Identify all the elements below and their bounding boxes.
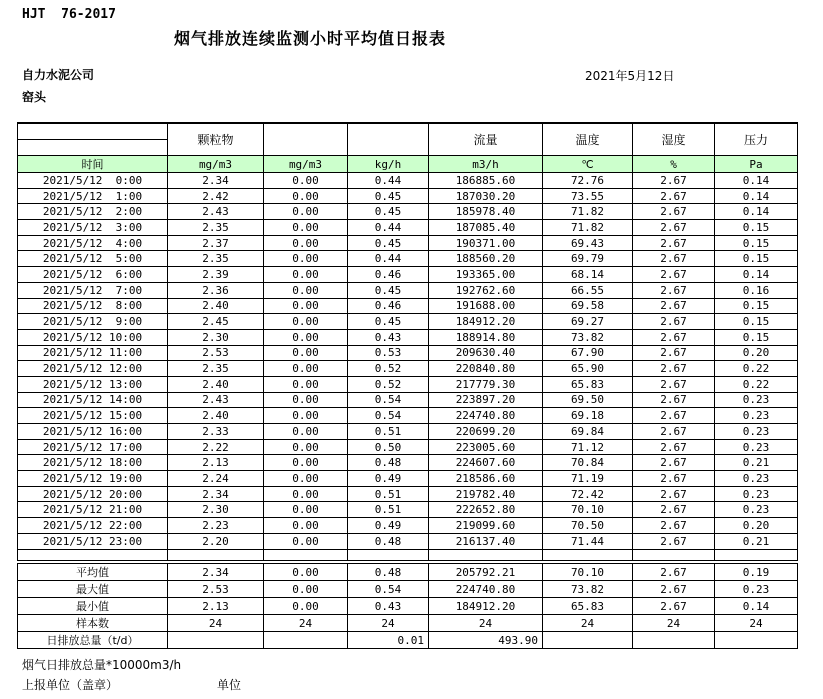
summary-value-cell: 2.67 xyxy=(633,581,715,598)
value-cell: 0.22 xyxy=(715,361,798,377)
summary-value-cell xyxy=(543,632,633,649)
col-header-blank-1 xyxy=(264,123,348,156)
value-cell: 0.15 xyxy=(715,314,798,330)
time-cell: 2021/5/12 5:00 xyxy=(18,251,168,267)
value-cell: 2.67 xyxy=(633,314,715,330)
summary-row xyxy=(18,564,798,581)
value-cell: 0.23 xyxy=(715,471,798,487)
standard-code-label: HJT 76-2017 xyxy=(22,7,116,22)
value-cell: 0.48 xyxy=(348,455,429,471)
value-cell: 2.67 xyxy=(633,298,715,314)
value-cell: 2.33 xyxy=(168,424,264,440)
table-row xyxy=(18,282,798,298)
time-cell: 2021/5/12 6:00 xyxy=(18,267,168,283)
value-cell: 218586.60 xyxy=(429,471,543,487)
value-cell: 69.50 xyxy=(543,392,633,408)
value-cell: 0.00 xyxy=(264,518,348,534)
value-cell: 2.20 xyxy=(168,533,264,549)
value-cell: 70.84 xyxy=(543,455,633,471)
unit-percent: % xyxy=(633,156,715,173)
table-row xyxy=(18,376,798,392)
value-cell: 193365.00 xyxy=(429,267,543,283)
value-cell: 0.00 xyxy=(264,361,348,377)
value-cell: 69.27 xyxy=(543,314,633,330)
value-cell: 69.58 xyxy=(543,298,633,314)
value-cell: 73.55 xyxy=(543,188,633,204)
table-row xyxy=(18,486,798,502)
summary-label: 最小值 xyxy=(18,598,168,615)
value-cell: 0.23 xyxy=(715,424,798,440)
summary-value-cell: 2.13 xyxy=(168,598,264,615)
table-row xyxy=(18,361,798,377)
value-cell: 2.22 xyxy=(168,439,264,455)
value-cell: 70.50 xyxy=(543,518,633,534)
value-cell: 68.14 xyxy=(543,267,633,283)
time-cell: 2021/5/12 0:00 xyxy=(18,173,168,189)
value-cell: 0.49 xyxy=(348,518,429,534)
value-cell: 73.82 xyxy=(543,329,633,345)
corner-cell-top xyxy=(18,123,168,140)
value-cell: 0.00 xyxy=(264,455,348,471)
summary-value-cell: 0.01 xyxy=(348,632,429,649)
summary-value-cell: 0.14 xyxy=(715,598,798,615)
value-cell: 2.67 xyxy=(633,251,715,267)
table-row xyxy=(18,424,798,440)
value-cell: 0.54 xyxy=(348,408,429,424)
summary-value-cell: 0.23 xyxy=(715,581,798,598)
table-row xyxy=(18,298,798,314)
summary-value-cell: 0.54 xyxy=(348,581,429,598)
unit-kg-h: kg/h xyxy=(348,156,429,173)
summary-value-cell: 24 xyxy=(264,615,348,632)
value-cell: 0.00 xyxy=(264,424,348,440)
value-cell: 0.52 xyxy=(348,376,429,392)
value-cell: 2.67 xyxy=(633,518,715,534)
value-cell: 0.00 xyxy=(264,188,348,204)
value-cell: 219099.60 xyxy=(429,518,543,534)
time-cell: 2021/5/12 11:00 xyxy=(18,345,168,361)
value-cell: 222652.80 xyxy=(429,502,543,518)
main-table xyxy=(17,122,798,561)
value-cell: 2.45 xyxy=(168,314,264,330)
time-cell: 2021/5/12 22:00 xyxy=(18,518,168,534)
footer-line xyxy=(22,676,782,693)
blank-row xyxy=(18,549,798,560)
value-cell: 0.15 xyxy=(715,251,798,267)
value-cell: 2.40 xyxy=(168,298,264,314)
summary-value-cell: 493.90 xyxy=(429,632,543,649)
value-cell: 0.00 xyxy=(264,220,348,236)
time-cell: 2021/5/12 1:00 xyxy=(18,188,168,204)
value-cell: 0.44 xyxy=(348,251,429,267)
value-cell: 188560.20 xyxy=(429,251,543,267)
table-row xyxy=(18,204,798,220)
time-cell: 2021/5/12 8:00 xyxy=(18,298,168,314)
value-cell: 209630.40 xyxy=(429,345,543,361)
table-row xyxy=(18,235,798,251)
value-cell: 0.22 xyxy=(715,376,798,392)
table-row xyxy=(18,439,798,455)
table-row xyxy=(18,455,798,471)
time-cell: 2021/5/12 18:00 xyxy=(18,455,168,471)
value-cell: 2.67 xyxy=(633,392,715,408)
value-cell: 2.67 xyxy=(633,533,715,549)
value-cell: 71.12 xyxy=(543,439,633,455)
value-cell: 0.23 xyxy=(715,439,798,455)
value-cell: 0.44 xyxy=(348,173,429,189)
value-cell: 0.00 xyxy=(264,376,348,392)
value-cell: 2.23 xyxy=(168,518,264,534)
value-cell: 0.15 xyxy=(715,220,798,236)
summary-value-cell: 24 xyxy=(715,615,798,632)
summary-row xyxy=(18,581,798,598)
value-cell: 223005.60 xyxy=(429,439,543,455)
value-cell: 0.00 xyxy=(264,486,348,502)
reporting-unit-seal-label: 上报单位（盖章） xyxy=(22,678,119,692)
value-cell: 185978.40 xyxy=(429,204,543,220)
summary-value-cell: 2.67 xyxy=(633,564,715,581)
table-row xyxy=(18,329,798,345)
value-cell: 2.67 xyxy=(633,471,715,487)
summary-value-cell xyxy=(633,632,715,649)
value-cell: 2.53 xyxy=(168,345,264,361)
col-header-pressure: 压力 xyxy=(715,123,798,156)
time-cell: 2021/5/12 12:00 xyxy=(18,361,168,377)
time-cell: 2021/5/12 4:00 xyxy=(18,235,168,251)
value-cell: 2.67 xyxy=(633,220,715,236)
value-cell: 0.20 xyxy=(715,518,798,534)
page-title: 烟气排放连续监测小时平均值日报表 xyxy=(173,29,446,48)
unit-pa: Pa xyxy=(715,156,798,173)
unit-m3-h: m3/h xyxy=(429,156,543,173)
summary-value-cell: 184912.20 xyxy=(429,598,543,615)
table-row xyxy=(18,471,798,487)
value-cell: 2.67 xyxy=(633,376,715,392)
value-cell: 2.67 xyxy=(633,173,715,189)
value-cell: 186885.60 xyxy=(429,173,543,189)
summary-value-cell: 24 xyxy=(168,615,264,632)
table-row xyxy=(18,220,798,236)
value-cell: 0.46 xyxy=(348,267,429,283)
table-row xyxy=(18,518,798,534)
value-cell: 0.52 xyxy=(348,361,429,377)
value-cell: 2.67 xyxy=(633,329,715,345)
summary-value-cell: 2.34 xyxy=(168,564,264,581)
value-cell: 65.90 xyxy=(543,361,633,377)
summary-value-cell: 24 xyxy=(429,615,543,632)
value-cell: 70.10 xyxy=(543,502,633,518)
value-cell: 71.82 xyxy=(543,204,633,220)
value-cell: 0.20 xyxy=(715,345,798,361)
summary-value-cell: 24 xyxy=(543,615,633,632)
value-cell: 2.67 xyxy=(633,235,715,251)
value-cell: 2.67 xyxy=(633,408,715,424)
value-cell: 0.00 xyxy=(264,235,348,251)
value-cell: 72.42 xyxy=(543,486,633,502)
value-cell: 2.35 xyxy=(168,220,264,236)
value-cell: 224740.80 xyxy=(429,408,543,424)
value-cell: 2.30 xyxy=(168,329,264,345)
corner-cell-bottom xyxy=(18,140,168,156)
value-cell: 0.23 xyxy=(715,392,798,408)
value-cell: 184912.20 xyxy=(429,314,543,330)
value-cell: 0.45 xyxy=(348,282,429,298)
value-cell: 2.67 xyxy=(633,502,715,518)
summary-row xyxy=(18,615,798,632)
value-cell: 0.00 xyxy=(264,345,348,361)
summary-value-cell: 0.00 xyxy=(264,581,348,598)
value-cell: 2.43 xyxy=(168,204,264,220)
summary-value-cell: 2.53 xyxy=(168,581,264,598)
summary-value-cell: 73.82 xyxy=(543,581,633,598)
value-cell: 0.00 xyxy=(264,439,348,455)
value-cell: 0.14 xyxy=(715,173,798,189)
value-cell: 217779.30 xyxy=(429,376,543,392)
value-cell: 0.21 xyxy=(715,533,798,549)
value-cell: 66.55 xyxy=(543,282,633,298)
value-cell: 0.53 xyxy=(348,345,429,361)
value-cell: 0.00 xyxy=(264,204,348,220)
value-cell: 0.49 xyxy=(348,471,429,487)
value-cell: 188914.80 xyxy=(429,329,543,345)
report-date: 2021年5月12日 xyxy=(585,69,675,83)
value-cell: 72.76 xyxy=(543,173,633,189)
summary-value-cell: 24 xyxy=(633,615,715,632)
summary-value-cell: 0.00 xyxy=(264,598,348,615)
value-cell: 0.23 xyxy=(715,502,798,518)
value-cell: 0.46 xyxy=(348,298,429,314)
col-header-blank-2 xyxy=(348,123,429,156)
table-row xyxy=(18,533,798,549)
value-cell: 2.40 xyxy=(168,376,264,392)
table-row xyxy=(18,392,798,408)
value-cell: 0.00 xyxy=(264,329,348,345)
value-cell: 0.23 xyxy=(715,486,798,502)
value-cell: 2.40 xyxy=(168,408,264,424)
time-header: 时间 xyxy=(18,156,168,173)
time-cell: 2021/5/12 17:00 xyxy=(18,439,168,455)
summary-value-cell xyxy=(168,632,264,649)
value-cell: 187030.20 xyxy=(429,188,543,204)
value-cell: 0.51 xyxy=(348,486,429,502)
value-cell: 2.43 xyxy=(168,392,264,408)
table-row xyxy=(18,173,798,189)
summary-value-cell: 70.10 xyxy=(543,564,633,581)
unit-header-row xyxy=(18,156,798,173)
summary-table xyxy=(17,563,798,649)
value-cell: 0.51 xyxy=(348,502,429,518)
value-cell: 0.54 xyxy=(348,392,429,408)
value-cell: 2.67 xyxy=(633,267,715,283)
time-cell: 2021/5/12 21:00 xyxy=(18,502,168,518)
value-cell: 220840.80 xyxy=(429,361,543,377)
col-header-flow: 流量 xyxy=(429,123,543,156)
value-cell: 2.36 xyxy=(168,282,264,298)
value-cell: 0.51 xyxy=(348,424,429,440)
summary-value-cell: 224740.80 xyxy=(429,581,543,598)
value-cell: 0.00 xyxy=(264,502,348,518)
summary-label: 样本数 xyxy=(18,615,168,632)
value-cell: 0.00 xyxy=(264,251,348,267)
summary-value-cell: 0.00 xyxy=(264,564,348,581)
time-cell: 2021/5/12 3:00 xyxy=(18,220,168,236)
value-cell: 2.67 xyxy=(633,424,715,440)
time-cell: 2021/5/12 14:00 xyxy=(18,392,168,408)
value-cell: 0.45 xyxy=(348,188,429,204)
value-cell: 0.15 xyxy=(715,329,798,345)
value-cell: 191688.00 xyxy=(429,298,543,314)
value-cell: 223897.20 xyxy=(429,392,543,408)
table-row xyxy=(18,251,798,267)
summary-value-cell xyxy=(715,632,798,649)
value-cell: 219782.40 xyxy=(429,486,543,502)
table-row xyxy=(18,314,798,330)
group-header-row xyxy=(18,123,798,140)
value-cell: 0.50 xyxy=(348,439,429,455)
value-cell: 2.34 xyxy=(168,173,264,189)
value-cell: 0.48 xyxy=(348,533,429,549)
value-cell: 0.45 xyxy=(348,235,429,251)
value-cell: 0.15 xyxy=(715,298,798,314)
summary-row xyxy=(18,632,798,649)
summary-value-cell: 24 xyxy=(348,615,429,632)
time-cell: 2021/5/12 20:00 xyxy=(18,486,168,502)
company-name: 自力水泥公司 xyxy=(22,68,95,82)
value-cell: 0.14 xyxy=(715,267,798,283)
value-cell: 2.67 xyxy=(633,486,715,502)
value-cell: 0.45 xyxy=(348,204,429,220)
summary-label: 平均值 xyxy=(18,564,168,581)
value-cell: 0.00 xyxy=(264,408,348,424)
value-cell: 69.18 xyxy=(543,408,633,424)
value-cell: 224607.60 xyxy=(429,455,543,471)
value-cell: 2.67 xyxy=(633,204,715,220)
value-cell: 71.19 xyxy=(543,471,633,487)
value-cell: 71.44 xyxy=(543,533,633,549)
value-cell: 0.00 xyxy=(264,267,348,283)
value-cell: 0.00 xyxy=(264,298,348,314)
value-cell: 67.90 xyxy=(543,345,633,361)
value-cell: 69.84 xyxy=(543,424,633,440)
value-cell: 2.67 xyxy=(633,361,715,377)
col-header-temperature: 温度 xyxy=(543,123,633,156)
time-cell: 2021/5/12 13:00 xyxy=(18,376,168,392)
value-cell: 2.24 xyxy=(168,471,264,487)
value-cell: 2.37 xyxy=(168,235,264,251)
value-cell: 2.67 xyxy=(633,455,715,471)
unit-mg-m3-b: mg/m3 xyxy=(264,156,348,173)
summary-value-cell: 0.48 xyxy=(348,564,429,581)
col-header-humidity: 湿度 xyxy=(633,123,715,156)
summary-label: 最大值 xyxy=(18,581,168,598)
value-cell: 69.43 xyxy=(543,235,633,251)
table-row xyxy=(18,267,798,283)
value-cell: 0.45 xyxy=(348,314,429,330)
time-cell: 2021/5/12 16:00 xyxy=(18,424,168,440)
value-cell: 216137.40 xyxy=(429,533,543,549)
value-cell: 2.30 xyxy=(168,502,264,518)
monitoring-location: 窑头 xyxy=(22,90,47,104)
unit-mg-m3-a: mg/m3 xyxy=(168,156,264,173)
value-cell: 2.42 xyxy=(168,188,264,204)
value-cell: 2.67 xyxy=(633,188,715,204)
table-row xyxy=(18,502,798,518)
table-row xyxy=(18,345,798,361)
flue-gas-total-note: 烟气日排放总量*10000m3/h xyxy=(22,658,182,672)
unit-celsius: ℃ xyxy=(543,156,633,173)
value-cell: 0.00 xyxy=(264,314,348,330)
summary-value-cell: 0.43 xyxy=(348,598,429,615)
value-cell: 2.13 xyxy=(168,455,264,471)
time-cell: 2021/5/12 9:00 xyxy=(18,314,168,330)
summary-value-cell: 2.67 xyxy=(633,598,715,615)
value-cell: 69.79 xyxy=(543,251,633,267)
table-row xyxy=(18,408,798,424)
table-row xyxy=(18,188,798,204)
value-cell: 0.44 xyxy=(348,220,429,236)
value-cell: 71.82 xyxy=(543,220,633,236)
summary-label: 日排放总量（t/d） xyxy=(18,632,168,649)
time-cell: 2021/5/12 7:00 xyxy=(18,282,168,298)
value-cell: 0.14 xyxy=(715,188,798,204)
time-cell: 2021/5/12 10:00 xyxy=(18,329,168,345)
value-cell: 0.14 xyxy=(715,204,798,220)
value-cell: 0.15 xyxy=(715,235,798,251)
value-cell: 0.00 xyxy=(264,282,348,298)
value-cell: 2.39 xyxy=(168,267,264,283)
value-cell: 0.00 xyxy=(264,173,348,189)
summary-value-cell: 205792.21 xyxy=(429,564,543,581)
value-cell: 2.67 xyxy=(633,345,715,361)
value-cell: 190371.00 xyxy=(429,235,543,251)
value-cell: 0.00 xyxy=(264,471,348,487)
value-cell: 192762.60 xyxy=(429,282,543,298)
unit-label: 单位 xyxy=(217,678,242,692)
value-cell: 2.35 xyxy=(168,361,264,377)
summary-row xyxy=(18,598,798,615)
value-cell: 0.21 xyxy=(715,455,798,471)
value-cell: 0.23 xyxy=(715,408,798,424)
value-cell: 2.34 xyxy=(168,486,264,502)
time-cell: 2021/5/12 19:00 xyxy=(18,471,168,487)
value-cell: 0.00 xyxy=(264,392,348,408)
value-cell: 2.67 xyxy=(633,439,715,455)
value-cell: 187085.40 xyxy=(429,220,543,236)
value-cell: 65.83 xyxy=(543,376,633,392)
col-header-particulate: 颗粒物 xyxy=(168,123,264,156)
value-cell: 0.43 xyxy=(348,329,429,345)
value-cell: 220699.20 xyxy=(429,424,543,440)
value-cell: 0.00 xyxy=(264,533,348,549)
value-cell: 2.67 xyxy=(633,282,715,298)
summary-value-cell xyxy=(264,632,348,649)
summary-value-cell: 0.19 xyxy=(715,564,798,581)
time-cell: 2021/5/12 15:00 xyxy=(18,408,168,424)
time-cell: 2021/5/12 2:00 xyxy=(18,204,168,220)
value-cell: 0.16 xyxy=(715,282,798,298)
time-cell: 2021/5/12 23:00 xyxy=(18,533,168,549)
value-cell: 2.35 xyxy=(168,251,264,267)
summary-value-cell: 65.83 xyxy=(543,598,633,615)
